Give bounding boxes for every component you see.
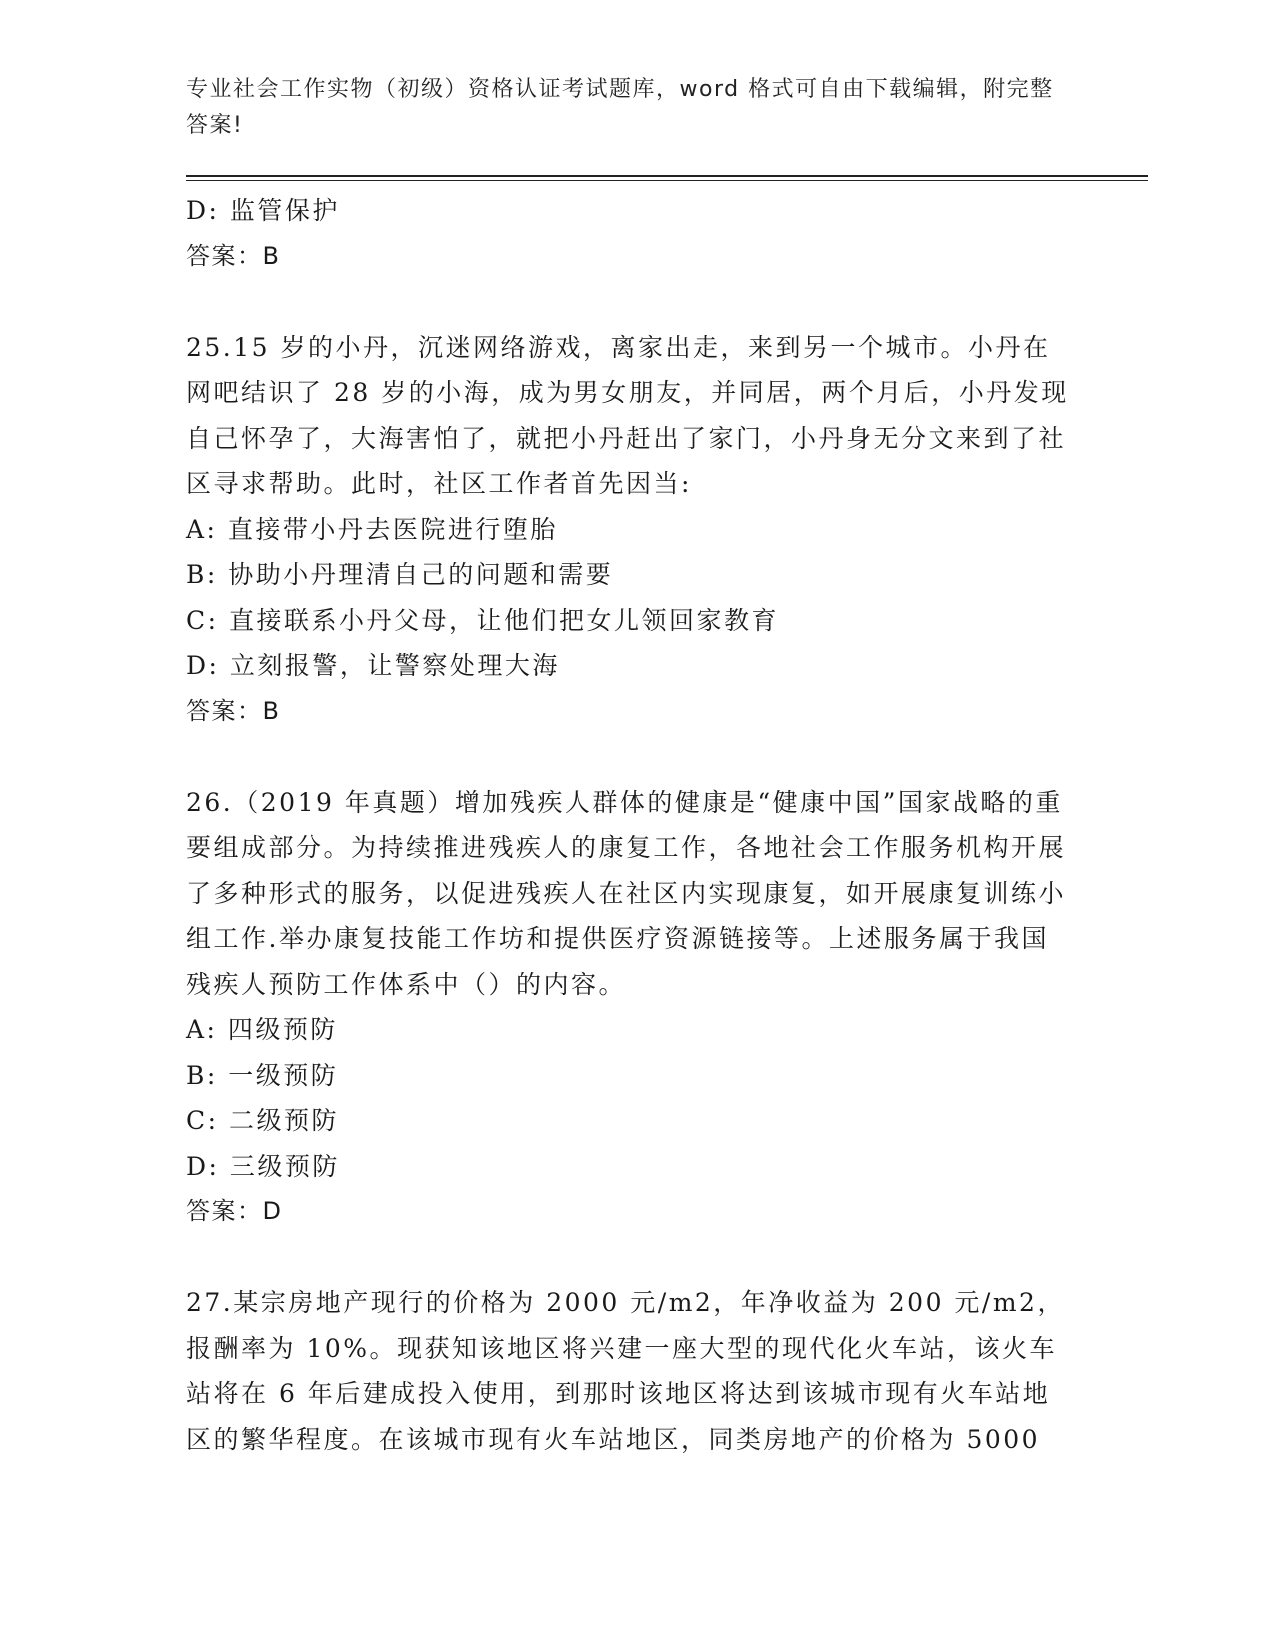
question-26-option-a: A: 四级预防 — [186, 1015, 338, 1044]
question-25-option-b: B: 协助小丹理清自己的问题和需要 — [186, 560, 614, 589]
header-rule-thick — [186, 175, 1148, 177]
prev-option-d: D: 监管保护 — [186, 196, 340, 225]
question-25-option-a: A: 直接带小丹去医院进行堕胎 — [186, 514, 558, 544]
question-27 — [186, 1280, 1076, 1462]
spacer — [186, 1235, 1076, 1281]
question-26-stem: 26.（2019 年真题）增加残疾人群体的健康是“健康中国”国家战略的重要组成部分。为持续推进残疾人的康复工作，各地社会工作服务机构开展了多种形式的服务，以促进残疾人在社区内实现康复，如开展康复训练小组工作.举办康复技能工作坊和提供医疗资源链接等。上述服务属于我国残疾人预防工作体系中（）的内容。 — [186, 787, 1067, 999]
question-25-stem: 25.15 岁的小丹，沉迷网络游戏，离家出走，来到另一个城市。小丹在网吧结识了 28 岁的小海，成为男女朋友，并同居，两个月后，小丹发现自己怀孕了，大海害怕了，就把小丹赶出了家门，小丹身无分文来到了社区寻求帮助。此时，社区工作者首先因当: — [186, 332, 1069, 498]
spacer — [186, 734, 1076, 780]
question-25 — [186, 325, 1076, 735]
question-25-option-c: C: 直接联系小丹父母，让他们把女儿领回家教育 — [186, 605, 779, 635]
question-26 — [186, 780, 1076, 1235]
question-26-option-d: D: 三级预防 — [186, 1151, 340, 1181]
question-26-option-b: B: 一级预防 — [186, 1060, 339, 1090]
question-26-option-c: C: 二级预防 — [186, 1106, 339, 1135]
question-content — [186, 188, 1076, 1462]
header-rule-thin — [186, 180, 1148, 181]
page-header: 专业社会工作实物（初级）资格认证考试题库，word 格式可自由下载编辑，附完整答案! — [186, 77, 1054, 138]
prev-answer: 答案：B — [186, 241, 281, 270]
question-26-answer: 答案：D — [186, 1197, 283, 1225]
question-27-stem: 27.某宗房地产现行的价格为 2000 元/m2，年净收益为 200 元/m2，报酬率为 10%。现获知该地区将兴建一座大型的现代化火车站，该火车站将在 6 年后建成投入使用，到那时该地区将达到该城市现有火车站地区的繁华程度。在该城市现有火车站地区，同类房地产的价格为 5000 — [186, 1288, 1065, 1454]
question-25-answer: 答案：B — [186, 696, 281, 725]
question-25-option-d: D: 立刻报警，让警察处理大海 — [186, 651, 560, 680]
spacer — [186, 279, 1076, 325]
